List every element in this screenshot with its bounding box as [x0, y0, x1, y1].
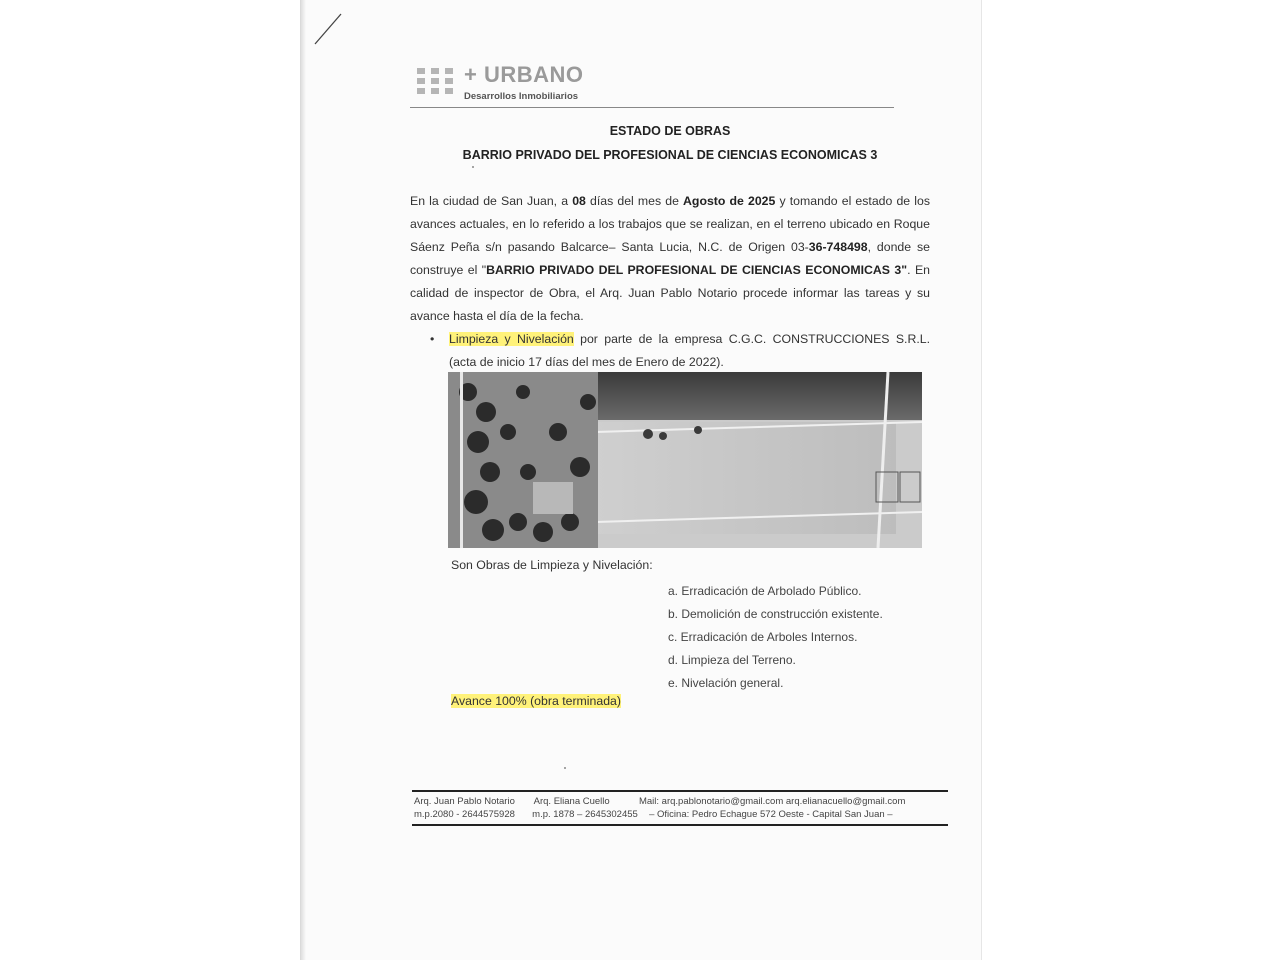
- footer-mp-2: m.p. 1878 – 2645302455: [532, 809, 638, 820]
- intro-paragraph: En la ciudad de San Juan, a 08 días del mes de Agosto de 2025 y tomando el estado de los avances actuales, en lo referido a los trabajos que se realizan, en el terreno ubicado en Roque Sáenz Peña s/n pasando Balcarce– Santa Lucia, N.C. de Origen 03-36-748498, donde se construye el "BARRIO PRIVADO DEL PROFESIONAL DE CIENCIAS ECONOMICAS 3". En calidad de inspector de Obra, el Arq. Juan Pablo Notario procede informar las tareas y su avance hasta el día de la fecha.: [410, 194, 930, 323]
- works-heading: Son Obras de Limpieza y Nivelación:: [451, 558, 653, 572]
- intro-month-year: Agosto de 2025: [683, 194, 776, 208]
- work-bullet: [430, 328, 930, 374]
- footer-mail: Mail: arq.pablonotario@gmail.com arq.elianacuello@gmail.com: [638, 796, 906, 807]
- header-rule: [410, 107, 894, 108]
- footer-line-1: [414, 796, 905, 807]
- footer-mp-1: m.p.2080 - 2644575928: [414, 809, 515, 820]
- bullet-description: por parte de la empresa C.G.C. CONSTRUCCIONES S.R.L. (acta de inicio 17 días del mes de Enero de 2022).: [449, 332, 930, 369]
- progress-status: Avance 100% (obra terminada): [451, 694, 621, 708]
- logo-subtitle: Desarrollos Inmobiliarios: [464, 91, 579, 102]
- pen-stroke-mark: [314, 12, 344, 46]
- highlighted-work-type: Limpieza y Nivelación: [449, 332, 574, 346]
- scan-speck: [564, 767, 566, 769]
- footer-name-1: Arq. Juan Pablo Notario: [414, 796, 515, 807]
- aerial-site-photo: [448, 372, 922, 548]
- list-item: d. Limpieza del Terreno.: [668, 653, 796, 667]
- footer-office: – Oficina: Pedro Echague 572 Oeste - Capital San Juan –: [649, 809, 893, 820]
- logo-grid-icon: [417, 68, 453, 94]
- logo-title: + URBANO: [464, 62, 584, 87]
- company-logo: [417, 62, 617, 106]
- list-item: a. Erradicación de Arbolado Público.: [668, 584, 862, 598]
- footer-top-rule: [412, 790, 948, 792]
- list-item: b. Demolición de construcción existente.: [668, 607, 883, 621]
- footer-line-2: [414, 809, 893, 820]
- bullet-dot-icon: •: [430, 332, 435, 346]
- list-item: c. Erradicación de Arboles Internos.: [668, 630, 858, 644]
- list-item: e. Nivelación general.: [668, 676, 784, 690]
- document-title: ESTADO DE OBRAS: [609, 124, 731, 138]
- works-list: [668, 580, 883, 695]
- footer-bottom-rule: [412, 824, 948, 826]
- page-edge-shadow: [300, 0, 306, 960]
- document-subtitle: BARRIO PRIVADO DEL PROFESIONAL DE CIENCIAS ECONOMICAS 3: [462, 148, 878, 162]
- footer-name-2: Arq. Eliana Cuello: [533, 796, 610, 807]
- intro-nc-number: 36-748498: [808, 240, 868, 254]
- scan-speck: [472, 166, 474, 168]
- intro-day: 08: [572, 194, 586, 208]
- intro-barrio-name: BARRIO PRIVADO DEL PROFESIONAL DE CIENCIAS ECONOMICAS 3": [486, 263, 908, 277]
